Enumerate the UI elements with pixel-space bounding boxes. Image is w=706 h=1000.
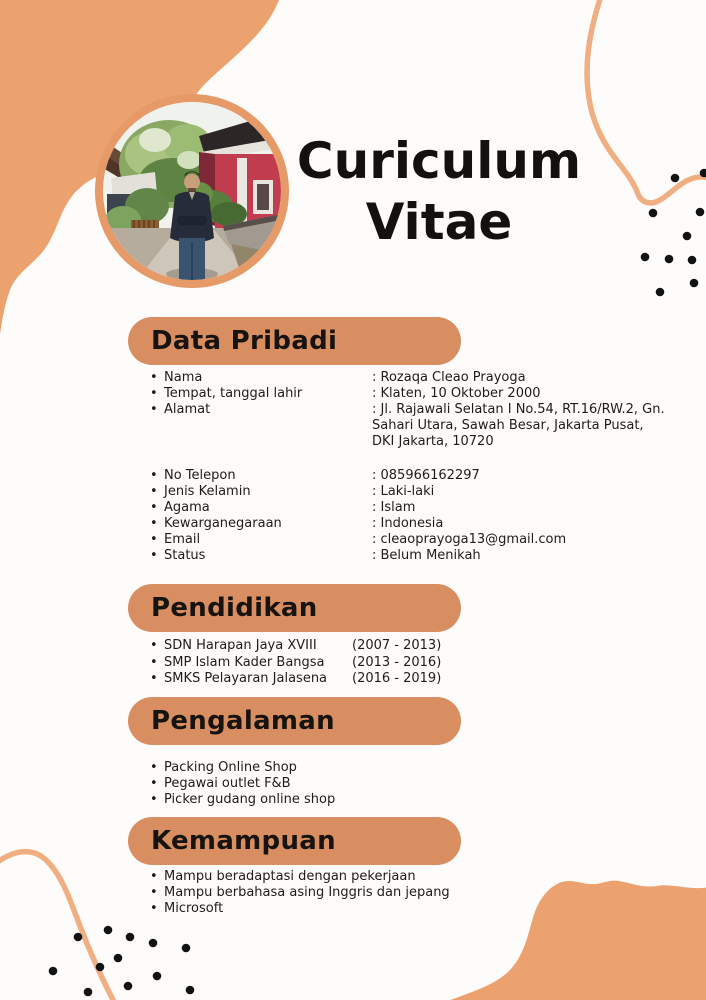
field-label: • Tempat, tanggal lahir (148, 386, 372, 402)
field-value: : Belum Menikah (372, 548, 481, 563)
field-value: : Indonesia (372, 516, 444, 531)
data-row (148, 386, 668, 402)
data-row (148, 516, 668, 532)
field-value: : 085966162297 (372, 468, 480, 483)
section-heading-data-pribadi (128, 317, 461, 365)
data-row (148, 468, 668, 484)
experience-item: • Picker gudang online shop (148, 792, 668, 808)
experience-item: • Packing Online Shop (148, 760, 668, 776)
section-heading-label: Pendidikan (151, 593, 318, 623)
education-row (148, 655, 668, 672)
experience-item: • Pegawai outlet F&B (148, 776, 668, 792)
field-value: : Rozaqa Cleao Prayoga (372, 370, 526, 385)
education-list (148, 638, 668, 688)
profile-photo-image (103, 102, 281, 280)
field-label: • Jenis Kelamin (148, 484, 372, 500)
school-name: • SDN Harapan Jaya XVIII (148, 638, 352, 655)
dots-pattern-bottom-left (49, 926, 195, 997)
section-heading-label: Kemampuan (151, 826, 336, 856)
experience-list (148, 760, 668, 808)
section-heading-kemampuan (128, 817, 461, 865)
school-years: (2007 - 2013) (352, 638, 442, 653)
skill-item: • Mampu beradaptasi dengan pekerjaan (148, 869, 668, 885)
section-heading-pendidikan (128, 584, 461, 632)
school-name: • SMP Islam Kader Bangsa (148, 655, 352, 672)
data-row (148, 500, 668, 516)
personal-data-group1 (148, 370, 668, 450)
page-title-line2: Vitae (365, 193, 513, 251)
field-label: • Status (148, 548, 372, 564)
skills-list (148, 869, 668, 917)
field-value: : Laki-laki (372, 484, 435, 499)
data-row (148, 402, 668, 450)
field-label: • Email (148, 532, 372, 548)
field-label: • Agama (148, 500, 372, 516)
skill-item: • Mampu berbahasa asing Inggris dan jepang (148, 885, 668, 901)
data-row (148, 370, 668, 386)
school-name: • SMKS Pelayaran Jalasena (148, 671, 352, 688)
section-heading-label: Data Pribadi (151, 326, 338, 356)
field-label: • No Telepon (148, 468, 372, 484)
profile-photo-ring (95, 94, 289, 288)
school-years: (2013 - 2016) (352, 654, 442, 670)
field-value: : Klaten, 10 Oktober 2000 (372, 386, 541, 401)
profile-photo (103, 102, 281, 280)
school-years: (2016 - 2019) (352, 671, 442, 686)
section-heading-pengalaman (128, 697, 461, 745)
data-row (148, 548, 668, 564)
field-value: : Jl. Rajawali Selatan I No.54, RT.16/RW.2, Gn. Sahari Utara, Sawah Besar, Jakarta Pusat, DKI Jakarta, 10720 (372, 402, 669, 449)
section-heading-label: Pengalaman (151, 706, 335, 736)
data-row (148, 532, 668, 548)
page-title-line1: Curiculum (296, 132, 582, 190)
outline-curve-bottom-left (0, 852, 118, 1000)
field-label: • Alamat (148, 402, 372, 450)
education-row (148, 638, 668, 655)
data-row (148, 484, 668, 500)
field-label: • Kewarganegaraan (148, 516, 372, 532)
personal-data-group2 (148, 468, 668, 564)
field-value: : Islam (372, 500, 416, 515)
field-label: • Nama (148, 370, 372, 386)
education-row (148, 671, 668, 688)
skill-item: • Microsoft (148, 901, 668, 917)
field-value: : cleaoprayoga13@gmail.com (372, 532, 567, 547)
page-title (272, 131, 606, 253)
